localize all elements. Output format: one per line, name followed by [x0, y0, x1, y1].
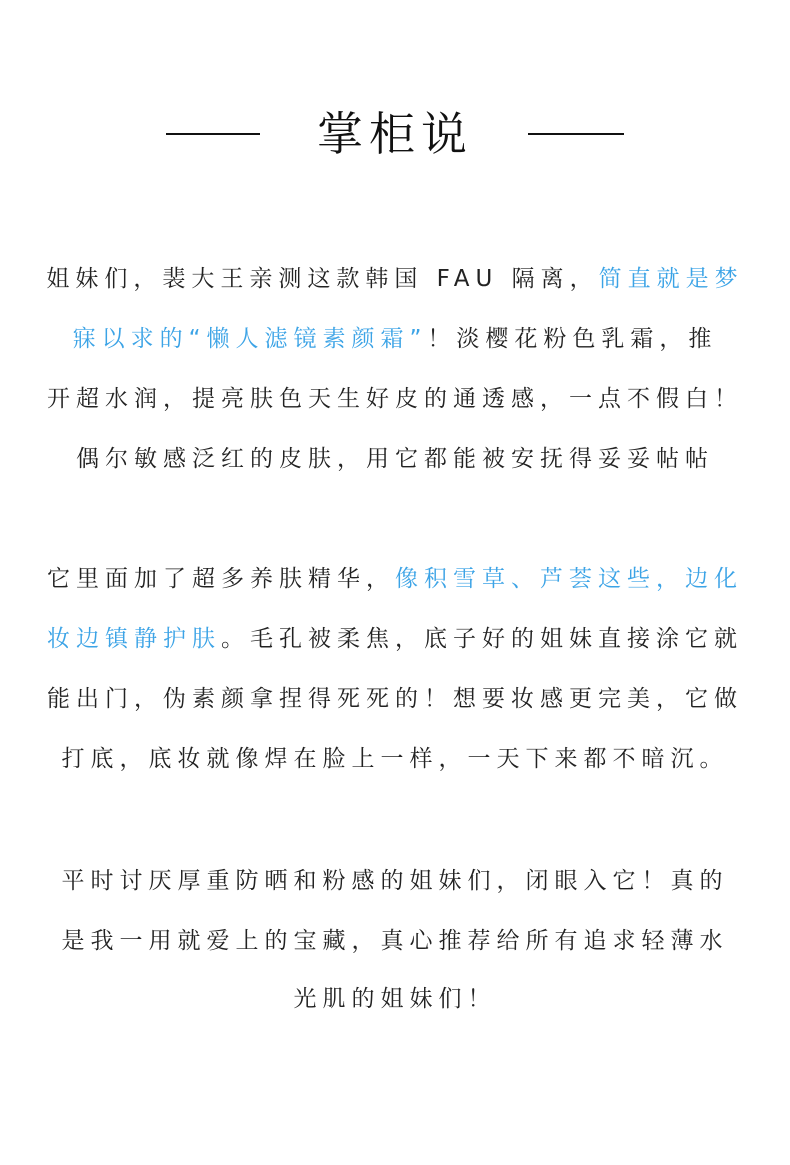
highlight-text: 像积雪草、芦荟这些，边化 — [395, 566, 743, 592]
highlight-text: 寐以求的“懒人滤镜素颜霜” — [72, 326, 428, 352]
highlight-text: 妆边镇静护肤 — [47, 626, 221, 652]
line-text: 是我一用就爱上的宝藏，真心推荐给所有追求轻薄水 — [61, 928, 729, 954]
line-text: 。毛孔被柔焦，底子好的姐妹直接涂它就 — [221, 626, 743, 652]
paragraph-line — [0, 444, 790, 474]
line-text: 它里面加了超多养肤精华， — [47, 566, 395, 592]
paragraph-line — [0, 564, 790, 594]
paragraph-line — [0, 264, 790, 294]
paragraph-line — [0, 744, 790, 774]
paragraph-line — [0, 324, 790, 354]
header-divider-right — [528, 133, 624, 135]
line-text: 能出门，伪素颜拿捏得死死的！想要妆感更完美，它做 — [47, 686, 743, 712]
line-text: 打底，底妆就像焊在脸上一样，一天下来都不暗沉。 — [61, 746, 729, 772]
line-text: 光肌的姐妹们！ — [293, 986, 497, 1012]
line-text: 姐妹们，裴大王亲测这款韩国 FAU 隔离， — [46, 266, 599, 292]
paragraph-line — [0, 624, 790, 654]
paragraph-line — [0, 926, 790, 956]
line-text: 平时讨厌厚重防晒和粉感的姐妹们，闭眼入它！真的 — [61, 868, 729, 894]
section-header — [0, 102, 790, 166]
paragraph-line — [0, 984, 790, 1014]
paragraph-line — [0, 384, 790, 414]
section-title: 掌柜说 — [317, 107, 473, 161]
highlight-text: 简直就是梦 — [598, 266, 744, 292]
line-text: 偶尔敏感泛红的皮肤，用它都能被安抚得妥妥帖帖 — [76, 446, 714, 472]
paragraph-line — [0, 866, 790, 896]
paragraph-line — [0, 684, 790, 714]
line-text: ！淡樱花粉色乳霜，推 — [427, 326, 718, 352]
line-text: 开超水润，提亮肤色天生好皮的通透感，一点不假白！ — [47, 386, 743, 412]
